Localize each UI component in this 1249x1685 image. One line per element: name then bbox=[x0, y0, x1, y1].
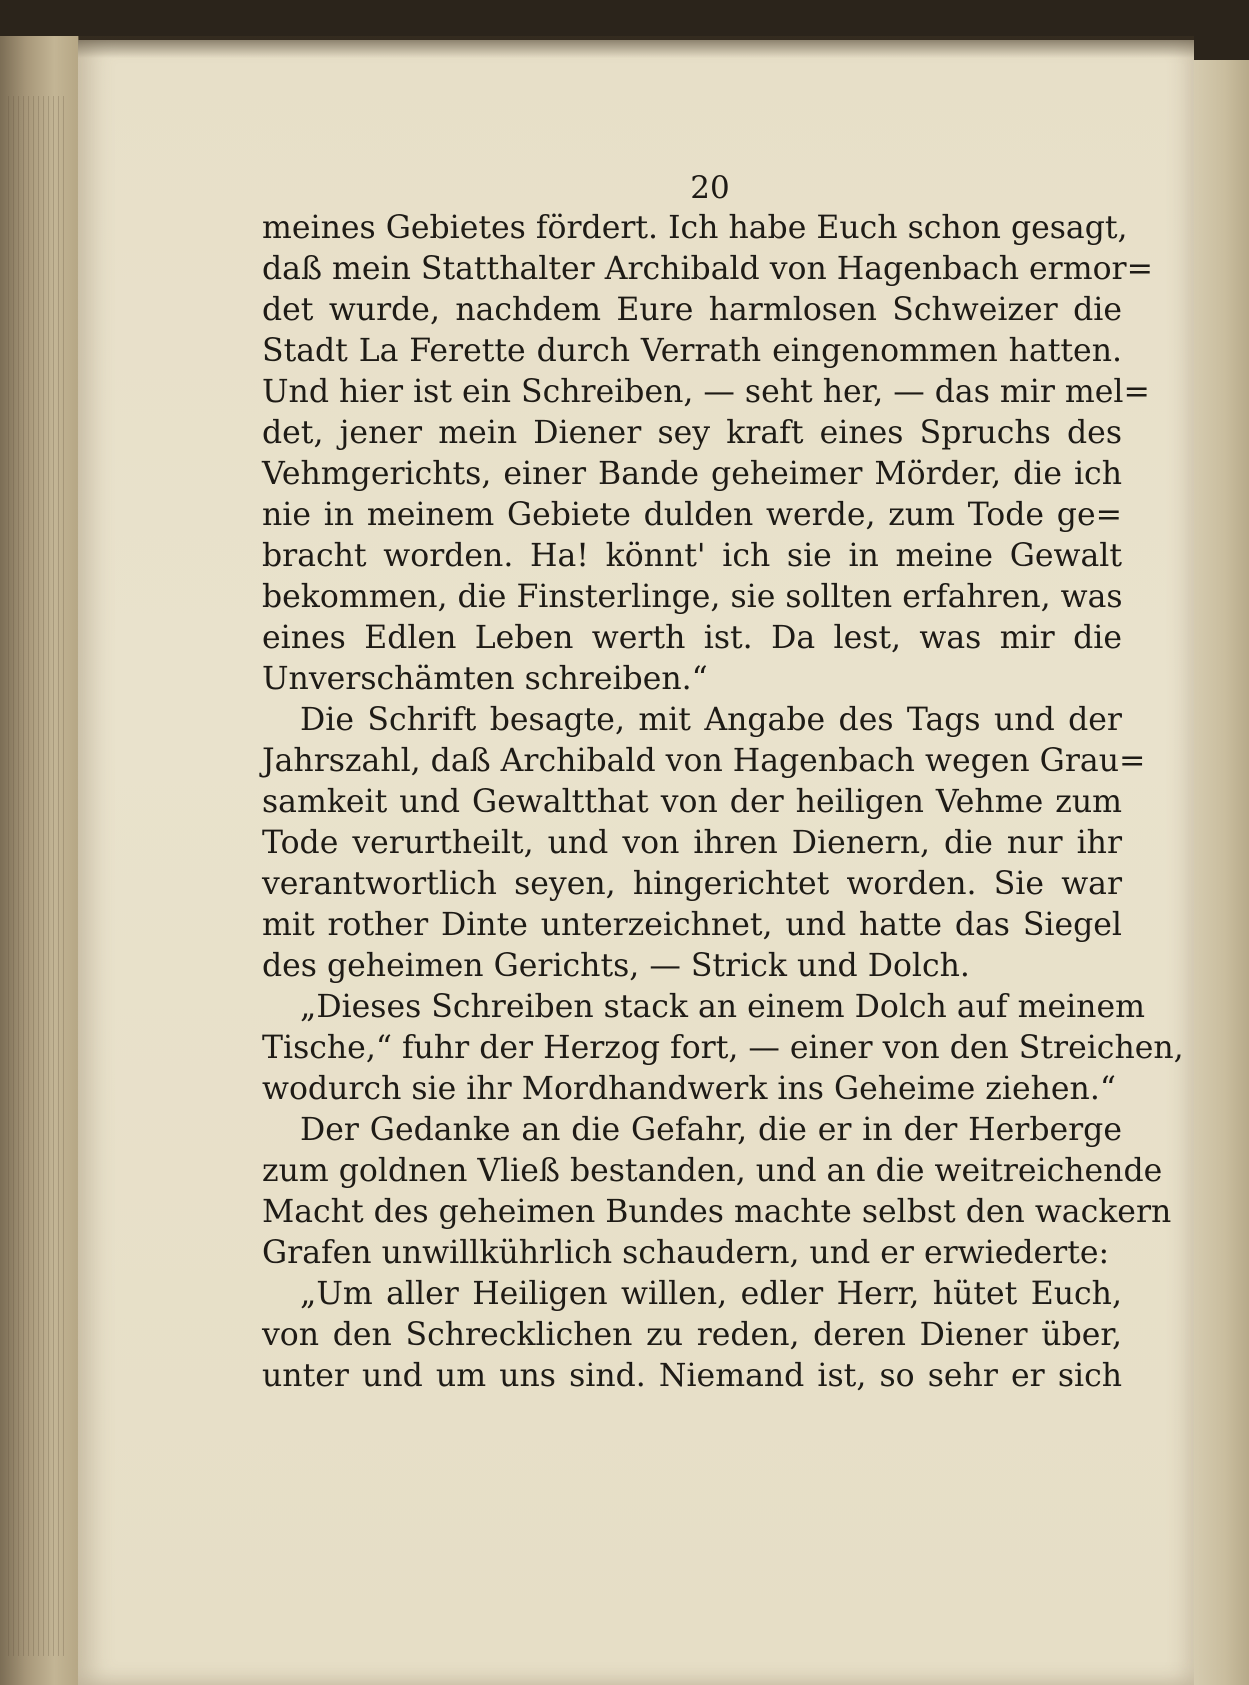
text-line: daß mein Statthalter Archibald von Hagenbach ermor= bbox=[262, 251, 1154, 287]
text-line: unter und um uns sind. Niemand ist, so sehr er sich bbox=[262, 1358, 1122, 1394]
text-line: Die Schrift besagte, mit Angabe des Tags und der bbox=[300, 702, 1122, 738]
text-line: „Um aller Heiligen willen, edler Herr, hütet Euch, bbox=[300, 1276, 1122, 1312]
text-line: Tische,“ fuhr der Herzog fort, — einer von den Streichen, bbox=[262, 1030, 1184, 1066]
text-line: Und hier ist ein Schreiben, — seht her, — das mir mel= bbox=[262, 374, 1150, 410]
text-line: Macht des geheimen Bundes machte selbst den wackern bbox=[262, 1194, 1172, 1230]
left-page-stack bbox=[0, 36, 79, 1685]
text-line: zum goldnen Vließ bestanden, und an die weitreichende bbox=[262, 1153, 1163, 1189]
text-line: Grafen unwillkührlich schaudern, und er erwiederte: bbox=[262, 1235, 1110, 1271]
page-text bbox=[262, 208, 1184, 1397]
text-line: nie in meinem Gebiete dulden werde, zum Tode ge= bbox=[262, 497, 1122, 533]
text-line: det, jener mein Diener sey kraft eines Spruchs des bbox=[262, 415, 1122, 451]
text-line: Jahrszahl, daß Archibald von Hagenbach wegen Grau= bbox=[262, 743, 1146, 779]
text-line: „Dieses Schreiben stack an einem Dolch auf meinem bbox=[300, 989, 1145, 1025]
text-line: wodurch sie ihr Mordhandwerk ins Geheime ziehen.“ bbox=[262, 1071, 1116, 1107]
text-line: bracht worden. Ha! könnt' ich sie in meine Gewalt bbox=[262, 538, 1122, 574]
text-line: verantwortlich seyen, hingerichtet worden. Sie war bbox=[262, 866, 1122, 902]
text-line: mit rother Dinte unterzeichnet, und hatte das Siegel bbox=[262, 907, 1122, 943]
text-line: Stadt La Ferette durch Verrath eingenommen hatten. bbox=[262, 333, 1122, 369]
text-line: Vehmgerichts, einer Bande geheimer Mörder, die ich bbox=[262, 456, 1122, 492]
text-line: Tode verurtheilt, und von ihren Dienern, die nur ihr bbox=[262, 825, 1122, 861]
text-line: meines Gebietes fördert. Ich habe Euch schon gesagt, bbox=[262, 210, 1128, 246]
text-line: samkeit und Gewaltthat von der heiligen Vehme zum bbox=[262, 784, 1122, 820]
text-line: Der Gedanke an die Gefahr, die er in der Herberge bbox=[300, 1112, 1122, 1148]
right-page-edge bbox=[1190, 60, 1249, 1685]
text-line: eines Edlen Leben werth ist. Da lest, was mir die bbox=[262, 620, 1122, 656]
page-top-shadow bbox=[78, 36, 1194, 58]
text-line: bekommen, die Finsterlinge, sie sollten erfahren, was bbox=[262, 579, 1123, 615]
page-number: 20 bbox=[690, 170, 730, 206]
text-line: des geheimen Gerichts, — Strick und Dolch. bbox=[262, 948, 970, 984]
text-line: Unverschämten schreiben.“ bbox=[262, 661, 708, 697]
text-line: von den Schrecklichen zu reden, deren Diener über, bbox=[262, 1317, 1122, 1353]
page-stack-lines bbox=[8, 96, 68, 1656]
text-line: det wurde, nachdem Eure harmlosen Schweizer die bbox=[262, 292, 1122, 328]
